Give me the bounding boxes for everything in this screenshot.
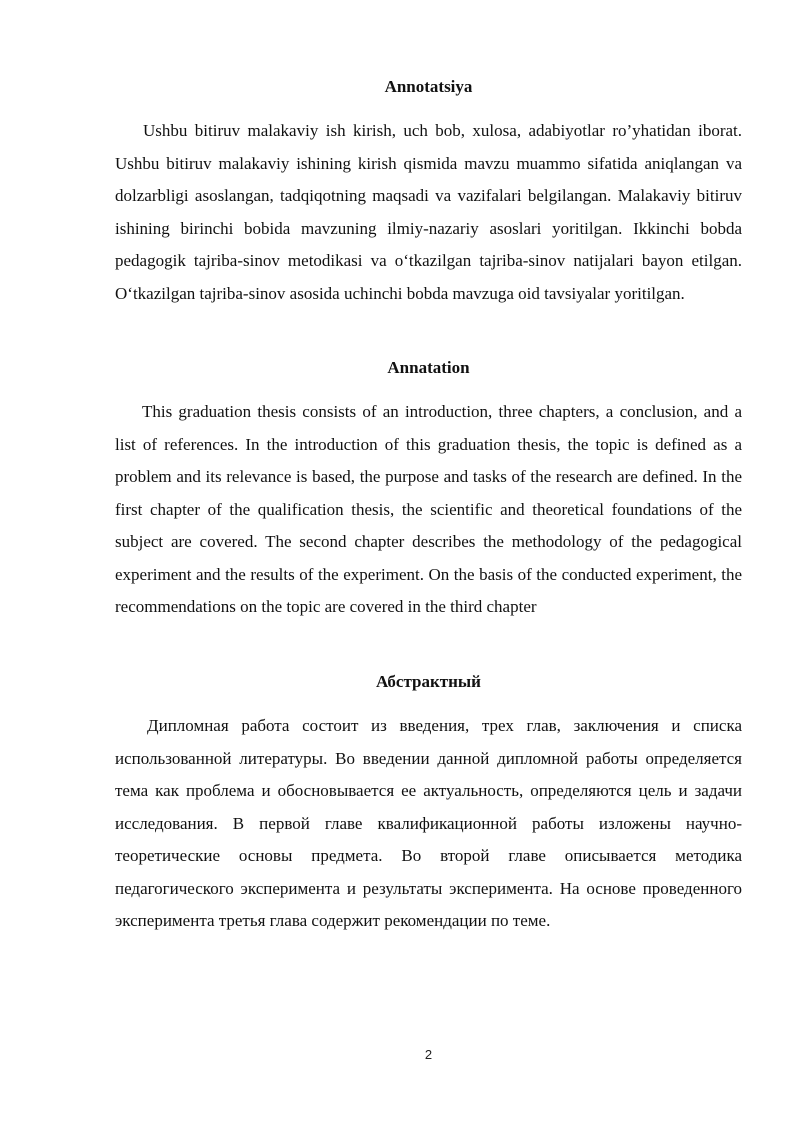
annotation-uzbek-section [115, 77, 742, 310]
annotation-russian-paragraph: Дипломная работа состоит из введения, трех глав, заключения и списка использованной литературы. Во введении данной дипломной работы определяется тема как проблема и обосновывается ее актуальность, определяются цель и задачи исследования. В первой главе квалификационной работы изложены научно-теоретические основы предмета. Во второй главе описывается методика педагогического эксперимента и результаты эксперимента. На основе проведенного эксперимента третья глава содержит рекомендации по теме. [115, 716, 742, 930]
annotation-russian-section [115, 672, 742, 938]
annotation-uzbek-paragraph: Ushbu bitiruv malakaviy ish kirish, uch bob, xulosa, adabiyotlar ro’yhatidan iborat. Ushbu bitiruv malakaviy ishining kirish qismida mavzu muammo sifatida aniqlangan va dolzarbligi asoslangan, tadqiqotning maqsadi va vazifalari belgilangan. Malakaviy bitiruv ishining birinchi bobida mavzuning ilmiy-nazariy asoslari yoritilgan. Ikkinchi bobda pedagogik tajriba-sinov metodikasi va o‘tkazilgan tajriba-sinov natijalari bayon etilgan. O‘tkazilgan tajriba-sinov asosida uchinchi bobda mavzuga oid tavsiyalar yoritilgan. [115, 121, 742, 303]
annotation-uzbek-heading: Annotatsiya [384, 77, 473, 96]
annotation-english-paragraph: This graduation thesis consists of an introduction, three chapters, a conclusion, and a list of references. In the introduction of this graduation thesis, the topic is defined as a problem and its relevance is based, the purpose and tasks of the research are defined. In the first chapter of the qualification thesis, the scientific and theoretical foundations of the subject are covered. The second chapter describes the methodology of the pedagogical experiment and the results of the experiment. On the basis of the conducted experiment, the recommendations on the topic are covered in the third chapter [115, 402, 742, 616]
annotation-russian-heading: Абстрактный [376, 672, 481, 691]
annotation-english-heading: Annatation [387, 358, 470, 377]
page-number: 2 [424, 1047, 433, 1062]
annotation-english-section [115, 358, 742, 624]
